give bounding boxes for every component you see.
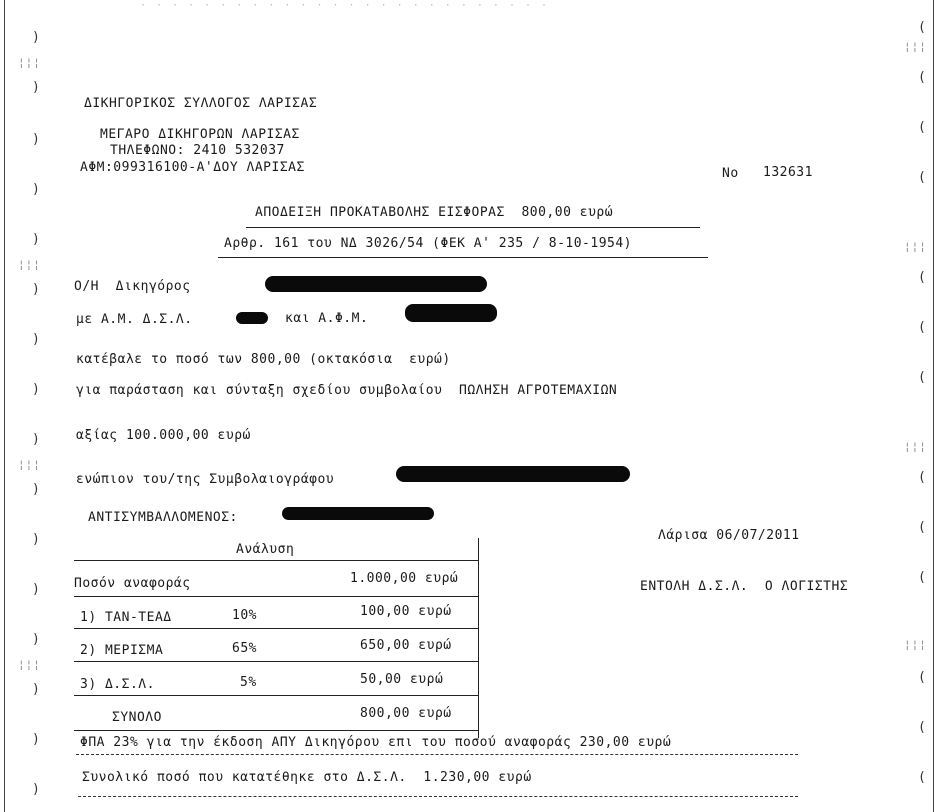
title-underline (246, 227, 700, 228)
left-perforation-2: ¦¦¦ (18, 258, 41, 271)
right-paper-edge (933, 0, 934, 812)
vat-underline (76, 754, 798, 755)
amount-paid-line: κατέβαλε το ποσό των 800,00 (οκτακόσια ευρώ) (76, 352, 451, 367)
total-underline (78, 796, 798, 797)
right-hole-2: ( (918, 70, 926, 85)
law-underline (218, 257, 708, 258)
left-hole-10: ) (32, 482, 40, 497)
left-hole-2: ) (32, 80, 40, 95)
right-hole-13: ( (918, 770, 926, 785)
left-hole-6: ) (32, 282, 40, 297)
right-hole-7: ( (918, 370, 926, 385)
top-perforation: · · · · · · · · · · · · · · · · · · · · · · · · · · (140, 0, 550, 11)
reference-amount: 1.000,00 ευρώ (350, 571, 459, 586)
total-label: ΣΥΝΟΛΟ (112, 710, 162, 725)
place-and-date: Λάρισα 06/07/2011 (658, 528, 800, 543)
right-hole-12: ( (918, 720, 926, 735)
right-hole-8: ( (918, 470, 926, 485)
redacted-registration-number (236, 312, 268, 324)
breakdown-row-2-amount: 650,00 ευρώ (360, 638, 452, 653)
breakdown-row-2-name: 2) ΜΕΡΙΣΜΑ (80, 643, 164, 658)
left-hole-5: ) (32, 232, 40, 247)
notary-label: ενώπιον του/της Συμβολαιογράφου (76, 472, 335, 487)
right-hole-10: ( (918, 570, 926, 585)
association-name: ΔΙΚΗΓΟΡΙΚΟΣ ΣΥΛΛΟΓΟΣ ΛΑΡΙΣΑΣ (84, 96, 318, 111)
reference-rule (74, 596, 478, 597)
left-paper-edge (4, 0, 5, 812)
left-hole-4: ) (32, 182, 40, 197)
row-2-rule (74, 661, 478, 662)
breakdown-header: Ανάλυση (236, 542, 295, 557)
left-hole-15: ) (32, 732, 40, 747)
value-line: αξίας 100.000,00 ευρώ (76, 428, 251, 443)
grand-total-line: Συνολικό ποσό που κατατέθηκε στο Δ.Σ.Λ. 1.230,00 ευρώ (82, 770, 532, 785)
row-3-rule (74, 695, 478, 696)
breakdown-row-2-pct: 65% (232, 641, 257, 656)
breakdown-right-border (478, 538, 479, 738)
left-hole-13: ) (32, 632, 40, 647)
right-hole-6: ( (918, 320, 926, 335)
lawyer-label: Ο/Η Δικηγόρος (74, 279, 191, 294)
breakdown-row-3-name: 3) Δ.Σ.Λ. (80, 677, 155, 692)
left-perforation-4: ¦¦¦ (18, 658, 41, 671)
left-hole-1: ) (32, 30, 40, 45)
left-hole-8: ) (32, 382, 40, 397)
right-perforation-3: ¦¦¦ (904, 440, 927, 453)
breakdown-row-1-name: 1) ΤΑΝ-ΤΕΑΔ (80, 610, 172, 625)
row-1-rule (74, 628, 478, 629)
left-hole-11: ) (32, 532, 40, 547)
purpose-line: για παράσταση και σύνταξη σχεδίου συμβολαίου ΠΩΛΗΣΗ ΑΓΡΟΤΕΜΑΧΙΩΝ (76, 383, 618, 398)
left-hole-3: ) (32, 132, 40, 147)
receipt-number-label: Νο (722, 166, 739, 181)
phone-line: ΤΗΛΕΦΩΝΟ: 2410 532037 (110, 143, 285, 158)
right-hole-11: ( (918, 670, 926, 685)
building-name: ΜΕΓΑΡΟ ΔΙΚΗΓΟΡΩΝ ΛΑΡΙΣΑΣ (100, 127, 300, 142)
redacted-afm (405, 304, 497, 322)
breakdown-row-3-pct: 5% (240, 675, 257, 690)
left-hole-14: ) (32, 682, 40, 697)
redacted-counterparty-name (282, 507, 434, 520)
left-hole-16: ) (32, 782, 40, 797)
left-hole-12: ) (32, 582, 40, 597)
registration-label: με Α.Μ. Δ.Σ.Λ. (76, 312, 193, 327)
breakdown-row-1-pct: 10% (232, 608, 257, 623)
right-hole-3: ( (918, 120, 926, 135)
breakdown-row-3-amount: 50,00 ευρώ (360, 672, 444, 687)
counterparty-label: ΑΝΤΙΣΥΜΒΑΛΛΟΜΕΝΟΣ: (88, 510, 238, 525)
redacted-lawyer-name (265, 276, 487, 292)
law-reference: Αρθρ. 161 του ΝΔ 3026/54 (ΦΕΚ Α' 235 / 8-10-1954) (224, 236, 633, 251)
tax-id-line: ΑΦΜ:099316100-Α'ΔΟΥ ΛΑΡΙΣΑΣ (80, 160, 305, 175)
right-perforation-1: ¦¦¦ (904, 40, 927, 53)
reference-label: Ποσόν αναφοράς (74, 576, 191, 591)
right-hole-9: ( (918, 520, 926, 535)
signature-line: ΕΝΤΟΛΗ Δ.Σ.Λ. Ο ΛΟΓΙΣΤΗΣ (640, 579, 849, 594)
receipt-title: ΑΠΟΔΕΙΞΗ ΠΡΟΚΑΤΑΒΟΛΗΣ ΕΙΣΦΟΡΑΣ 800,00 ευρώ (255, 205, 614, 220)
receipt-number: 132631 (763, 165, 813, 180)
redacted-notary-name (396, 466, 630, 482)
right-hole-5: ( (918, 270, 926, 285)
afm-label: και Α.Φ.Μ. (285, 311, 369, 326)
left-perforation-3: ¦¦¦ (18, 458, 41, 471)
breakdown-top-rule (74, 560, 478, 561)
left-hole-9: ) (32, 432, 40, 447)
right-perforation-4: ¦¦¦ (904, 638, 927, 651)
left-hole-7: ) (32, 332, 40, 347)
breakdown-row-1-amount: 100,00 ευρώ (360, 604, 452, 619)
total-rule (74, 730, 478, 731)
total-amount: 800,00 ευρώ (360, 706, 452, 721)
vat-line: ΦΠΑ 23% για την έκδοση ΑΠΥ Δικηγόρου επι του ποσού αναφοράς 230,00 ευρώ (80, 735, 672, 750)
right-hole-4: ( (918, 170, 926, 185)
right-hole-1: ( (918, 20, 926, 35)
right-perforation-2: ¦¦¦ (904, 240, 927, 253)
left-perforation-1: ¦¦¦ (18, 56, 41, 69)
